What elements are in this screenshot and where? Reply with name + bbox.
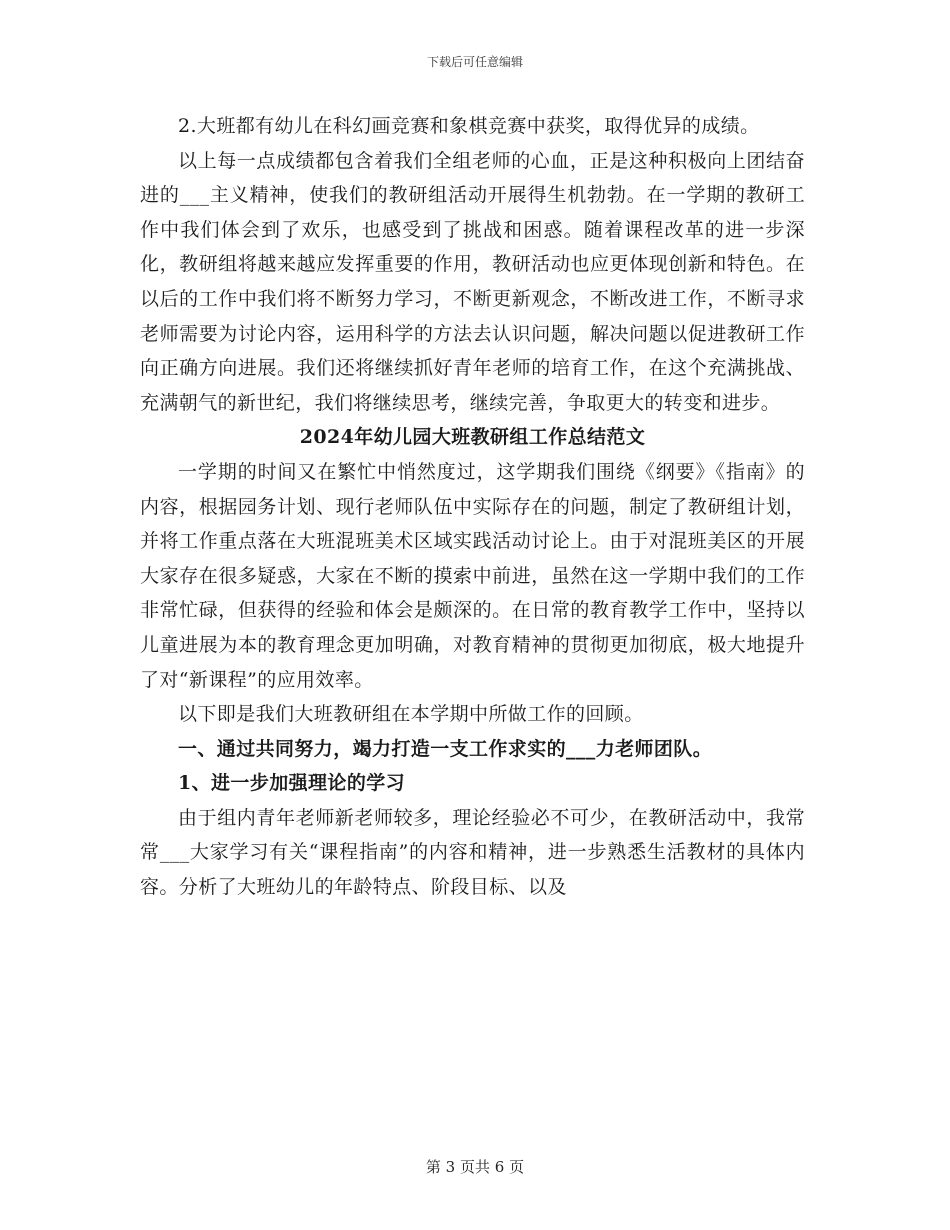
paragraph-intro: 一学期的时间又在繁忙中悄然度过，这学期我们围绕《纲要》《指南》的内容，根据园务计划、现行老师队伍中实际存在的问题，制定了教研组计划，并将工作重点落在大班混班美术区域实践活动讨论上。由于对混班美区的开展大家存在很多疑惑，大家在不断的摸索中前进，虽然在这一学期中我们的工作非常忙碌，但获得的经验和体会是颇深的。在日常的教育教学工作中，坚持以儿童进展为本的教育理念更加明确，对教育精神的贯彻更加彻底，极大地提升了对“新课程”的应用效率。: [140, 460, 805, 691]
section-title: 2024年幼儿园大班教研组工作总结范文: [299, 426, 646, 449]
paragraph-award-result: 2.大班都有幼儿在科幻画竞赛和象棋竞赛中获奖，取得优异的成绩。: [178, 115, 760, 137]
paragraph-theory-study: 由于组内青年老师新老师较多，理论经验必不可少，在教研活动中，我常常___大家学习有关“课程指南”的内容和精神，进一步熟悉生活教材的具体内容。分析了大班幼儿的年龄特点、阶段目标、以及: [140, 806, 805, 899]
paragraph-summary: 以上每一点成绩都包含着我们全组老师的心血，正是这种积极向上团结奋进的___主义精神，使我们的教研组活动开展得生机勃勃。在一学期的教研工作中我们体会到了欢乐，也感受到了挑战和困惑。随着课程改革的进一步深化，教研组将越来越应发挥重要的作用，教研活动也应更体现创新和特色。在以后的工作中我们将不断努力学习，不断更新观念，不断改进工作，不断寻求老师需要为讨论内容，运用科学的方法去认识问题，解决问题以促进教研工作向正确方向进展。我们还将继续抓好青年老师的培育工作，在这个充满挑战、充满朝气的新世纪，我们将继续思考，继续完善，争取更大的转变和进步。: [140, 149, 805, 414]
document-body: [140, 109, 805, 905]
heading-part-one: 一、通过共同努力，竭力打造一支工作求实的___力老师团队。: [178, 737, 713, 760]
page-footer: 第 3 页共 6 页: [425, 1158, 525, 1176]
paragraph-review: 以下即是我们大班教研组在本学期中所做工作的回顾。: [178, 703, 644, 726]
heading-theory-study: 1、进一步加强理论的学习: [178, 772, 406, 795]
page-header: 下载后可任意编辑: [426, 55, 523, 69]
